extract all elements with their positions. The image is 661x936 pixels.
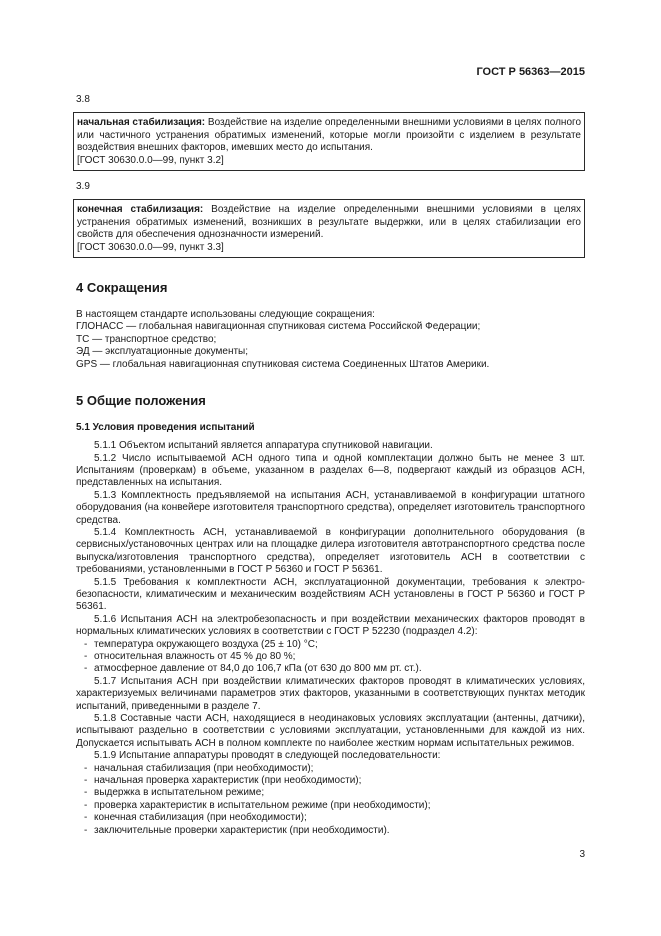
definition-text: Воздействие на изделие определенными внешними условиями в целях полного или частичного устранения обратимых изменений, которые могли произойти с изделием в результате воздействия внешних факторов, имевших место до испытания. <box>77 117 581 154</box>
list-item: - температура окружающего воздуха (25 ± 10) °С; <box>84 638 318 650</box>
section-heading: 5 Общие положения <box>76 393 206 409</box>
clause-paragraph: 5.1.3 Комплектность предъявляемой на испытания АСН, устанавливаемой в конфигурации штатного оборудования (на конвейере изготовителя транспортного средства), определяет изготовитель транспортного средства. <box>76 489 585 526</box>
list-dash: - <box>84 787 88 799</box>
list-item: - начальная проверка характеристик (при необходимости); <box>84 775 362 787</box>
abbreviation-item: ГЛОНАСС — глобальная навигационная спутниковая система Российской Федерации; <box>76 321 481 333</box>
list-item: - атмосферное давление от 84,0 до 106,7 кПа (от 630 до 800 мм рт. ст.). <box>84 663 422 675</box>
list-item: - конечная стабилизация (при необходимости); <box>84 812 307 824</box>
definition-source: [ГОСТ 30630.0.0—99, пункт 3.3] <box>77 241 224 253</box>
definition-box <box>73 199 585 258</box>
section-heading: 4 Сокращения <box>76 280 168 296</box>
list-dash: - <box>84 812 88 824</box>
list-item: - начальная стабилизация (при необходимости); <box>84 762 314 774</box>
definition-source: [ГОСТ 30630.0.0—99, пункт 3.2] <box>77 154 224 166</box>
abbreviation-item: GPS — глобальная навигационная спутниковая система Соединенных Штатов Америки. <box>76 358 490 370</box>
list-dash: - <box>84 799 88 811</box>
list-item: - относительная влажность от 45 % до 80 %; <box>84 651 296 662</box>
definition-number: 3.8 <box>76 94 90 105</box>
abbreviations-intro: В настоящем стандарте использованы следующие сокращения: <box>76 309 375 321</box>
list-dash: - <box>84 762 88 774</box>
list-dash: - <box>84 663 88 675</box>
clause-paragraph: 5.1.9 Испытание аппаратуры проводят в следующей последовательности: <box>94 750 441 762</box>
clause-paragraph: 5.1.6 Испытания АСН на электробезопасность и при воздействии механических факторов проводят в нормальных климатических условиях в соответствии с ГОСТ Р 52230 (подраздел 4.2): <box>76 613 585 638</box>
clause-paragraph: 5.1.2 Число испытываемой АСН одного типа и одной комплектации должно быть не менее 3 шт. Испытаниям (проверкам) в объеме, указанном в разделах 6—8, подвергают каждый из образцов АСН, представленных на испытания. <box>76 452 585 489</box>
clause-paragraph: 5.1.5 Требования к комплектности АСН, эксплуатационной документации, требования к электробезопасности, климатическим и механическим воздействиям АСН установлены в ГОСТ Р 56360 и ГОСТ Р 56361. <box>76 576 585 613</box>
list-dash: - <box>84 775 88 787</box>
clause-paragraph: 5.1.4 Комплектность АСН, устанавливаемой в конфигурации дополнительного оборудования (в сервисных/установочных центрах или на площадке дилера изготовителя автотранспортного средства после выпуска/изготовления транспортного средства), определяет изготовитель АСН в соответствии с требованиями, установленными в ГОСТ Р 56360 и ГОСТ Р 56361. <box>76 526 585 576</box>
list-dash: - <box>84 651 88 662</box>
page-number: 3 <box>579 849 585 860</box>
list-item: - проверка характеристик в испытательном режиме (при необходимости); <box>84 799 431 811</box>
definition-box <box>73 112 585 171</box>
definition-term: конечная стабилизация: <box>77 204 204 216</box>
list-dash: - <box>84 824 88 836</box>
clause-paragraph: 5.1.7 Испытания АСН при воздействии климатических факторов проводят в климатических условиях, характеризуемых величинами параметров этих факторов, указанными в соответствующих пунктах методик испытаний, приведенными в разделе 7. <box>76 675 585 712</box>
definition-term: начальная стабилизация: <box>77 117 206 129</box>
list-item: - выдержка в испытательном режиме; <box>84 787 265 799</box>
definition-text: Воздействие на изделие определенными внешними условиями в целях устранения обратимых изменений, возникших в результате выдержки, или в целях стабилизации его свойств для обеспечения однозначности измерений. <box>77 204 581 241</box>
subsection-heading: 5.1 Условия проведения испытаний <box>76 422 255 434</box>
list-dash: - <box>84 638 88 650</box>
definition-number: 3.9 <box>76 181 90 193</box>
clause-paragraph: 5.1.1 Объектом испытаний является аппаратура спутниковой навигации. <box>94 440 433 452</box>
abbreviation-item: ЭД — эксплуатационные документы; <box>76 346 249 358</box>
list-item: - заключительные проверки характеристик (при необходимости). <box>84 824 390 836</box>
abbreviation-item: ТС — транспортное средство; <box>76 333 217 345</box>
document-header-id: ГОСТ Р 56363—2015 <box>476 66 585 78</box>
page-content <box>76 94 585 837</box>
clause-paragraph: 5.1.8 Составные части АСН, находящиеся в неодинаковых условиях эксплуатации (антенны, датчики), испытывают раздельно в соответствии с условиями эксплуатации, установленными для каждой из них. Допускается испытывать АСН в полном комплекте по наиболее жестким нормам испытательных режимов. <box>76 713 585 749</box>
